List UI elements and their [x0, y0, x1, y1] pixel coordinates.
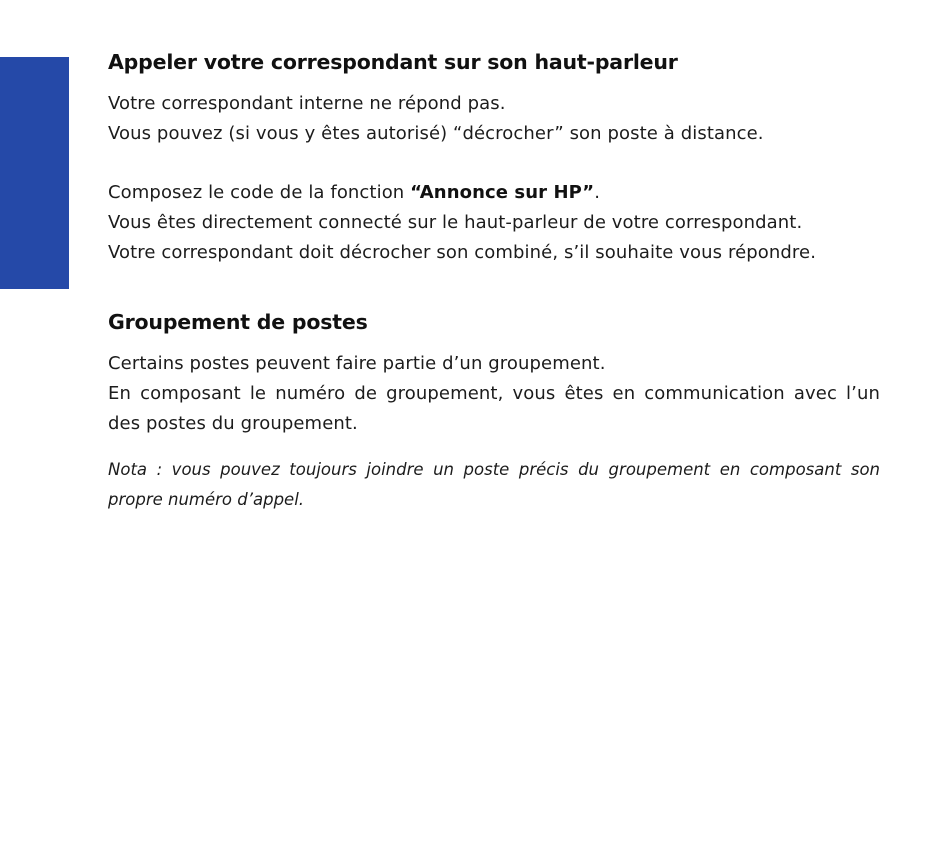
page-content	[108, 44, 880, 515]
paragraph-remote-pickup: Vous pouvez (si vous y êtes autorisé) “décrocher” son poste à distance.	[108, 123, 764, 144]
paragraph-dial-code	[108, 178, 880, 208]
nota-text: Nota : vous pouvez toujours joindre un poste précis du groupement en composant son propre numéro d’appel.	[108, 460, 880, 509]
dial-code-period: .	[594, 182, 601, 203]
section-title-groups: Groupement de postes	[108, 310, 368, 334]
section-station-groups	[108, 304, 880, 515]
paragraph-group-number: En composant le numéro de groupement, vous êtes en communication avec l’un des postes du groupement.	[108, 383, 880, 434]
section-loudspeaker-call	[108, 44, 880, 268]
function-name-highlight: “Annonce sur HP”	[410, 182, 595, 203]
paragraph-group-membership: Certains postes peuvent faire partie d’un groupement.	[108, 353, 606, 374]
paragraph-connected: Vous êtes directement connecté sur le haut-parleur de votre correspondant.	[108, 212, 803, 233]
paragraph-pickup-handset: Votre correspondant doit décrocher son combiné, s’il souhaite vous répondre.	[108, 242, 817, 263]
dial-code-text: Composez le code de la fonction	[108, 182, 411, 203]
paragraph-no-answer: Votre correspondant interne ne répond pas.	[108, 93, 506, 114]
section-title-loudspeaker: Appeler votre correspondant sur son haut-parleur	[108, 50, 678, 74]
side-tab-marker	[0, 57, 69, 289]
